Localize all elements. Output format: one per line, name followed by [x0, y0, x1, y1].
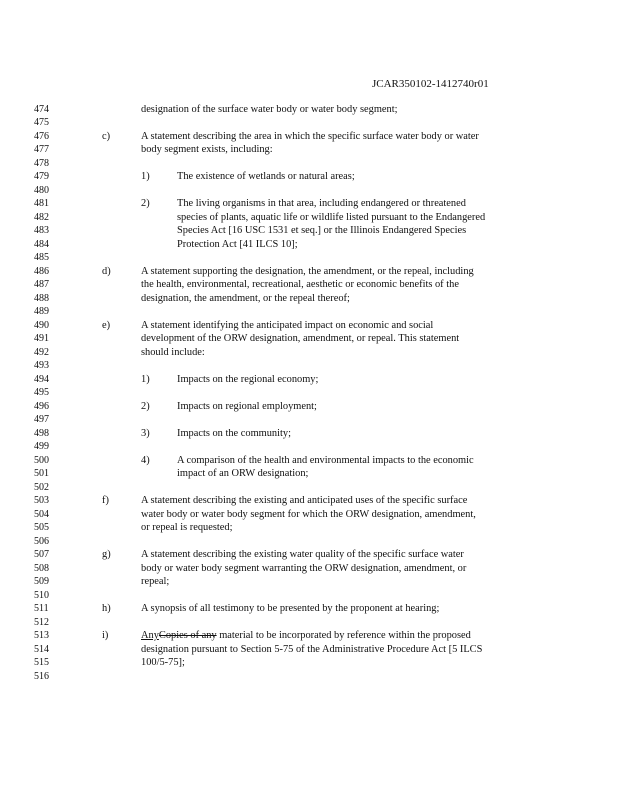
paragraph-line: body segment exists, including:	[141, 144, 273, 155]
line-number: 516	[34, 671, 49, 682]
paragraph-line: impact of an ORW designation;	[177, 468, 309, 479]
subitem-label: 1)	[141, 374, 150, 385]
subitem-label: 2)	[141, 401, 150, 412]
paragraph-line: repeal;	[141, 576, 170, 587]
line-number: 481	[34, 198, 49, 209]
item-label-e: e)	[102, 320, 111, 331]
line-number: 490	[34, 320, 49, 331]
line-number: 489	[34, 306, 49, 317]
line-number: 504	[34, 509, 49, 520]
paragraph-line: A comparison of the health and environmental impacts to the economic	[177, 455, 474, 466]
paragraph-line: A synopsis of all testimony to be presented by the proponent at hearing;	[141, 603, 440, 614]
paragraph-line	[141, 629, 471, 642]
line-number: 512	[34, 617, 49, 628]
line-number: 498	[34, 428, 49, 439]
paragraph-line: should include:	[141, 347, 205, 358]
line-number: 509	[34, 576, 49, 587]
paragraph-line: The existence of wetlands or natural areas;	[177, 171, 355, 182]
paragraph-line: body or water body segment warranting the ORW designation, amendment, or	[141, 563, 467, 574]
line-number: 501	[34, 468, 49, 479]
paragraph-line: A statement supporting the designation, the amendment, or the repeal, including	[141, 266, 474, 277]
line-number: 513	[34, 630, 49, 641]
line-number: 492	[34, 347, 49, 358]
line-number: 495	[34, 387, 49, 398]
paragraph-line: Species Act [16 USC 1531 et seq.] or the Illinois Endangered Species	[177, 225, 467, 236]
paragraph-line: The living organisms in that area, including endangered or threatened	[177, 198, 466, 209]
line-number: 515	[34, 657, 49, 668]
paragraph-line: or repeal is requested;	[141, 522, 233, 533]
document-id: JCAR350102-1412740r01	[372, 78, 489, 90]
line-number: 488	[34, 293, 49, 304]
inserted-text: Any	[141, 630, 159, 641]
line-number: 502	[34, 482, 49, 493]
line-number: 475	[34, 117, 49, 128]
paragraph-line: designation of the surface water body or water body segment;	[141, 104, 398, 115]
line-number: 487	[34, 279, 49, 290]
line-number: 500	[34, 455, 49, 466]
line-number: 486	[34, 266, 49, 277]
subitem-label: 4)	[141, 455, 150, 466]
paragraph-line: Impacts on regional employment;	[177, 401, 317, 412]
paragraph-line: Protection Act [41 ILCS 10];	[177, 239, 298, 250]
line-number: 499	[34, 441, 49, 452]
line-number: 510	[34, 590, 49, 601]
line-number: 494	[34, 374, 49, 385]
line-number: 479	[34, 171, 49, 182]
item-label-g: g)	[102, 549, 111, 560]
line-number: 474	[34, 104, 49, 115]
line-number: 476	[34, 131, 49, 142]
line-number: 514	[34, 644, 49, 655]
paragraph-line: A statement describing the existing water quality of the specific surface water	[141, 549, 464, 560]
item-label-i: i)	[102, 630, 109, 641]
subitem-label: 2)	[141, 198, 150, 209]
item-label-h: h)	[102, 603, 111, 614]
paragraph-line: designation pursuant to Section 5-75 of the Administrative Procedure Act [5 ILCS	[141, 644, 483, 655]
paragraph-line: water body or water body segment for which the ORW designation, amendment,	[141, 509, 476, 520]
line-number: 503	[34, 495, 49, 506]
subitem-label: 3)	[141, 428, 150, 439]
line-number: 506	[34, 536, 49, 547]
line-number: 484	[34, 239, 49, 250]
line-number: 493	[34, 360, 49, 371]
line-number: 497	[34, 414, 49, 425]
paragraph-line: the health, environmental, recreational, aesthetic or economic benefits of the	[141, 279, 459, 290]
line-number: 505	[34, 522, 49, 533]
deleted-text: Copies of any	[158, 630, 217, 641]
paragraph-line: Impacts on the community;	[177, 428, 291, 439]
line-number: 483	[34, 225, 49, 236]
paragraph-line: A statement describing the area in which the specific surface water body or water	[141, 131, 479, 142]
line-number: 485	[34, 252, 49, 263]
paragraph-text: material to be incorporated by reference within the proposed	[216, 630, 471, 641]
line-number: 508	[34, 563, 49, 574]
line-number: 496	[34, 401, 49, 412]
paragraph-line: A statement describing the existing and anticipated uses of the specific surface	[141, 495, 468, 506]
item-label-f: f)	[102, 495, 109, 506]
line-number: 491	[34, 333, 49, 344]
paragraph-line: Impacts on the regional economy;	[177, 374, 319, 385]
subitem-label: 1)	[141, 171, 150, 182]
item-label-c: c)	[102, 131, 111, 142]
paragraph-line: species of plants, aquatic life or wildlife listed pursuant to the Endangered	[177, 212, 486, 223]
line-number: 482	[34, 212, 49, 223]
line-number: 511	[34, 603, 49, 614]
paragraph-line: 100/5-75];	[141, 657, 185, 668]
line-number: 478	[34, 158, 49, 169]
paragraph-line: designation, the amendment, or the repeal thereof;	[141, 293, 350, 304]
item-label-d: d)	[102, 266, 111, 277]
paragraph-line: A statement identifying the anticipated impact on economic and social	[141, 320, 434, 331]
line-number: 507	[34, 549, 49, 560]
paragraph-line: development of the ORW designation, amendment, or repeal. This statement	[141, 333, 460, 344]
line-number: 480	[34, 185, 49, 196]
line-number: 477	[34, 144, 49, 155]
